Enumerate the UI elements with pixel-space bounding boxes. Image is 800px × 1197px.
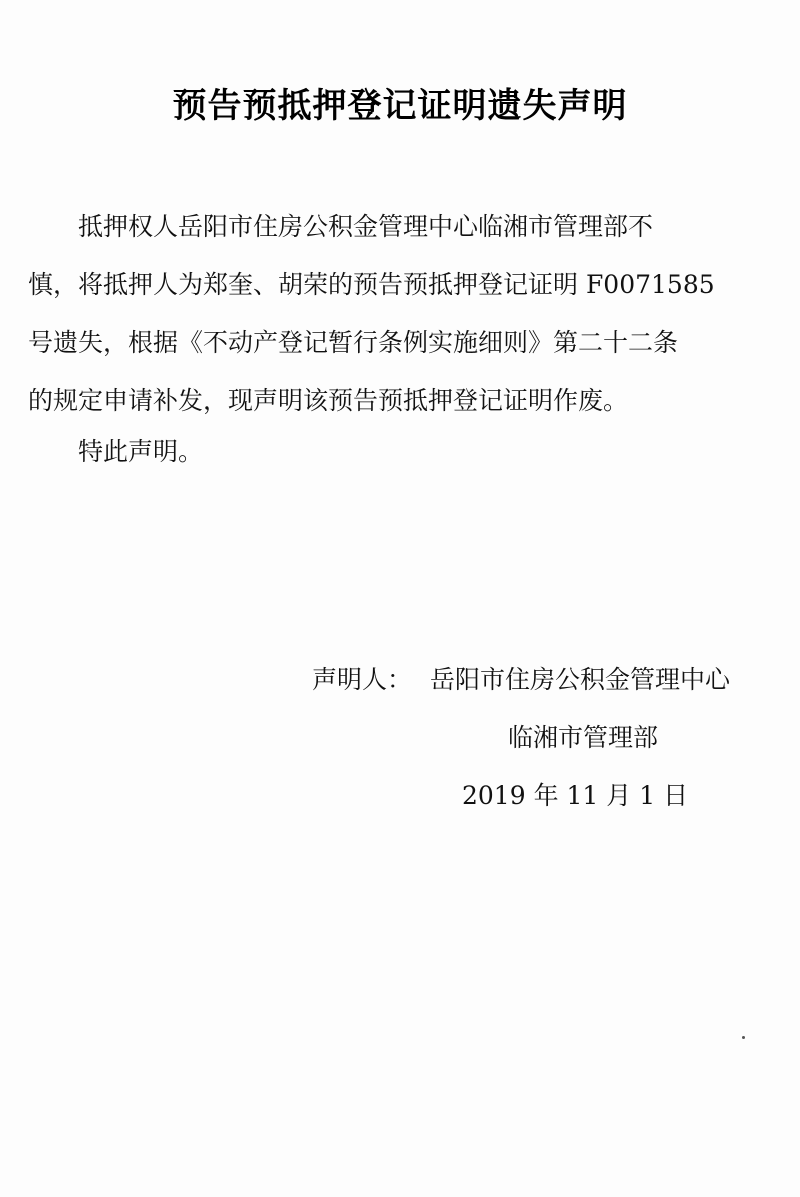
body-line-1: 抵押权人岳阳市住房公积金管理中心临湘市管理部不	[78, 212, 654, 241]
body-paragraph	[28, 198, 773, 430]
body-line-3: 号遗失，根据《不动产登记暂行条例实施细则》第二十二条	[28, 328, 679, 357]
document-title: 预告预抵押登记证明遗失声明	[172, 86, 628, 126]
declaration-date: 2019 年 11 月 1 日	[462, 781, 689, 810]
closing-statement: 特此声明。	[78, 437, 204, 466]
scan-speck	[742, 1036, 745, 1039]
body-line-4: 的规定申请补发，现声明该预告预抵押登记证明作废。	[28, 386, 629, 415]
declarant-org-line-2: 临湘市管理部	[508, 723, 659, 752]
declarant-label: 声明人：	[312, 665, 413, 694]
declarant-org-line-1: 岳阳市住房公积金管理中心	[430, 665, 731, 694]
body-line-2: 慎，将抵押人为郑奎、胡荣的预告预抵押登记证明 F0071585	[28, 270, 715, 299]
